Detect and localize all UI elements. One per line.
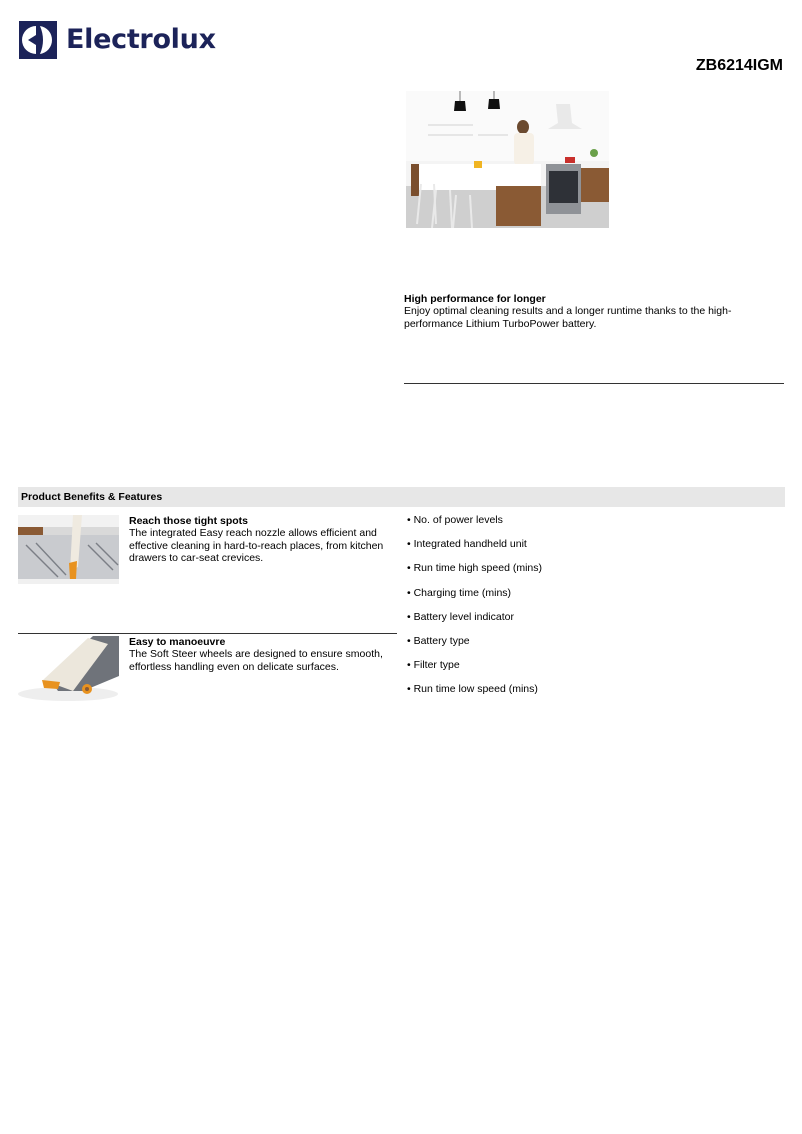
spec-list-item: • Filter type — [407, 659, 460, 672]
spec-list-item: • Battery type — [407, 634, 470, 647]
brand-logo — [19, 21, 216, 59]
brand-wordmark: Electrolux — [66, 24, 216, 55]
feature-title: Easy to manoeuvre — [129, 636, 226, 648]
feature-body: The integrated Easy reach nozzle allows efficient and effective cleaning in hard-to-reach places, from kitchen drawers to car-seat crevices. — [129, 527, 384, 564]
section-header — [18, 487, 785, 507]
highlight-title: High performance for longer — [404, 293, 546, 305]
feature-text — [129, 515, 397, 564]
feature-text — [129, 636, 397, 673]
spec-list — [407, 514, 542, 708]
spec-list-item: • Charging time (mins) — [407, 586, 512, 599]
highlight-body: Enjoy optimal cleaning results and a longer runtime thanks to the high-performance Lithium TurboPower battery. — [404, 305, 732, 330]
spec-list-item: • Run time high speed (mins) — [407, 562, 542, 575]
highlight-block — [404, 293, 784, 330]
spec-list-item: • Run time low speed (mins) — [407, 683, 538, 696]
hero-kitchen-image — [406, 91, 609, 228]
spec-list-item: • No. of power levels — [407, 514, 503, 526]
divider — [404, 383, 784, 384]
spec-list-item: • Integrated handheld unit — [407, 538, 527, 551]
spec-list-item: • Battery level indicator — [407, 610, 514, 623]
feature-body: The Soft Steer wheels are designed to ensure smooth, effortless handling even on delicate surfaces. — [129, 648, 383, 673]
model-number: ZB6214IGM — [695, 57, 783, 74]
section-title: Product Benefits & Features — [21, 491, 163, 503]
electrolux-logo-icon — [19, 21, 57, 59]
feature-image-wheels — [18, 636, 119, 705]
feature-title: Reach those tight spots — [129, 515, 249, 527]
feature-image-nozzle — [18, 515, 119, 584]
divider — [18, 633, 397, 634]
